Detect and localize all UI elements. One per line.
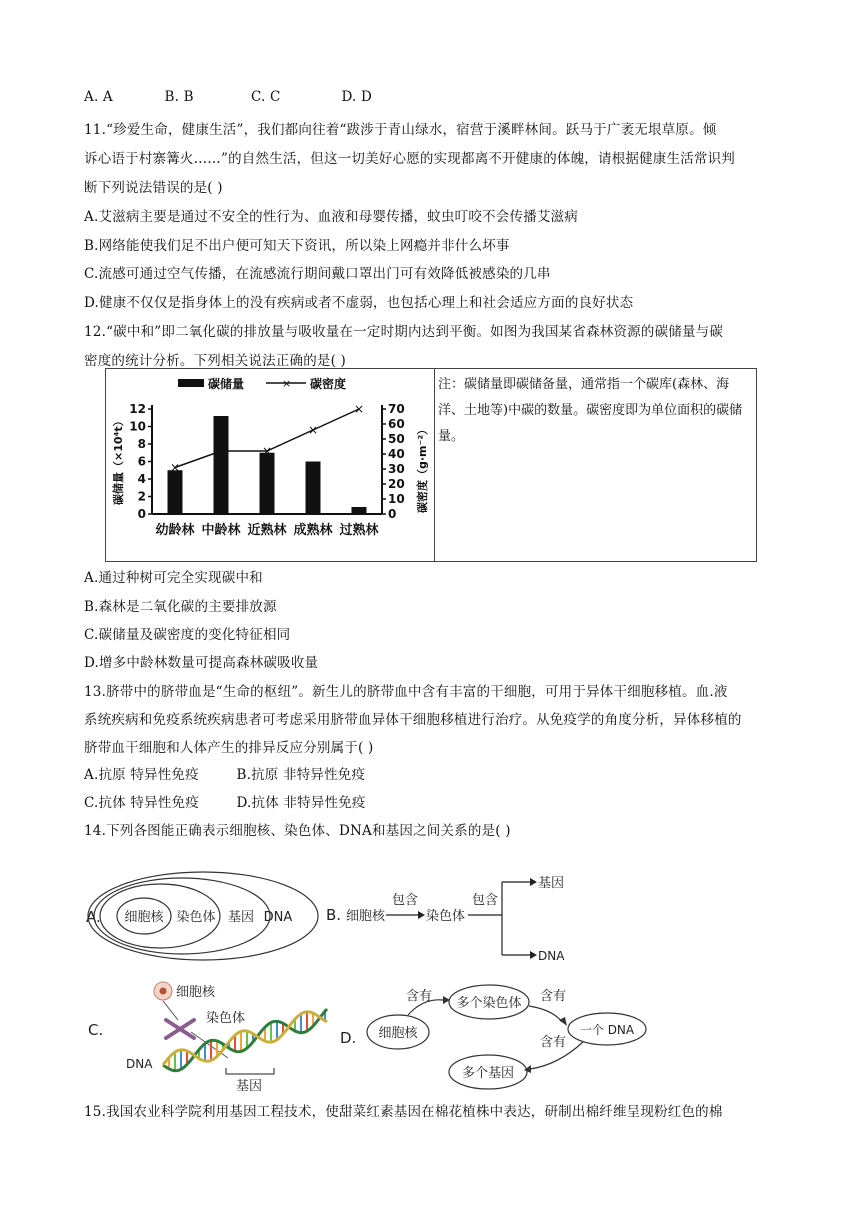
bar-carbon-storage (214, 416, 229, 514)
d-edge-2 (529, 1006, 562, 1022)
label-dna: DNA (263, 910, 293, 925)
q14-option-c-letter: C. (88, 1021, 104, 1039)
q10-options (84, 89, 372, 105)
q11-option-d: D.健康不仅仅是指身体上的没有疾病或者不虚弱，也包括心理上和社会适应方面的良好状态 (84, 295, 634, 311)
y-right-tick-label: 10 (388, 492, 405, 506)
label-gene: 基因 (227, 910, 255, 925)
b-arrow-1-head (418, 911, 425, 919)
d-node-dna-label: 一个 DNA (579, 1023, 635, 1037)
q12-stem-line-2: 密度的统计分析。下列相关说法正确的是( ) (84, 353, 347, 369)
c-nucleus-pointer (163, 1001, 178, 1020)
q13-option-a: A.抗原 特异性免疫 (84, 767, 199, 783)
c-dna-label: DNA (126, 1057, 153, 1071)
q13-stem-line-3: 脐带血干细胞和人体产生的排异反应分别属于( ) (84, 740, 374, 756)
q10-option-d: D. D (341, 89, 373, 105)
x-tick-label: 成熟林 (293, 523, 333, 538)
q13-stem-line-1: 13.脐带中的脐带血是“生命的枢纽”。新生儿的脐带血中含有丰富的干细胞，可用于异体干细胞移植。血.液 (84, 684, 728, 700)
q11-option-b: B.网络能使我们足不出户便可知天下资讯，所以染上网瘾并非什么坏事 (84, 238, 510, 254)
d-node-genes-label: 多个基因 (461, 1066, 515, 1081)
point-carbon-density: × (261, 444, 273, 458)
y-right-tick-label: 30 (388, 462, 405, 476)
label-chromosome: 染色体 (176, 910, 216, 925)
legend-line-label: 碳密度 (310, 377, 347, 391)
q11-stem-line-1: 11.“珍爱生命，健康生活”，我们都向往着“跋涉于青山绿水，宿营于溪畔林间。跃马于广袤无垠草原。倾 (84, 122, 717, 138)
chart-bars (168, 416, 367, 514)
bar-carbon-storage (260, 453, 275, 514)
c-gene-label: 基因 (236, 1079, 263, 1094)
x-tick-label: 近熟林 (247, 523, 287, 538)
y-left-tick-label: 6 (137, 454, 146, 469)
y-left-tick-label: 0 (137, 507, 146, 521)
q12-stem-line-1: 12.“碳中和”即二氧化碳的排放量与吸收量在一定时期内达到平衡。如图为我国某省森林资源的碳储量与碳 (84, 324, 724, 340)
b-arrow-1-label: 包含 (392, 893, 419, 908)
y-left-tick-label: 8 (137, 437, 146, 451)
point-carbon-density: × (307, 423, 319, 437)
q14-stem: 14.下列各图能正确表示细胞核、染色体、DNA和基因之间关系的是( ) (84, 823, 511, 839)
y-axis-left-label: 碳储量（×10⁴t） (112, 415, 125, 505)
q12-option-c: C.碳储量及碳密度的变化特征相同 (84, 627, 291, 643)
y-axis-right-label: 碳密度（g·m⁻²） (416, 423, 429, 513)
q10-option-a: A. A (84, 89, 113, 105)
point-carbon-density: × (353, 402, 365, 416)
chart-x-ticks (155, 522, 379, 538)
q13-option-d: D.抗体 非特异性免疫 (236, 795, 366, 811)
c-chromosome-label: 染色体 (206, 1011, 246, 1026)
q14-option-c-diagram (88, 982, 327, 1094)
d-edge-3-label: 含有 (540, 1035, 567, 1050)
c-gene-bracket (226, 1068, 274, 1074)
chart-legend (178, 376, 346, 391)
x-tick-label: 中龄林 (201, 523, 241, 538)
carbon-chart (106, 369, 434, 559)
q12-option-b: B.森林是二氧化碳的主要排放源 (84, 599, 277, 615)
c-nucleus-label: 细胞核 (176, 985, 216, 1000)
d-node-nucleus-label: 细胞核 (378, 1026, 418, 1041)
chromosome-icon (166, 1020, 194, 1038)
x-tick-label: 幼龄林 (155, 523, 195, 538)
q14-option-d-letter: D. (340, 1029, 357, 1047)
y-right-tick-label: 50 (388, 432, 405, 446)
y-right-tick-label: 70 (388, 402, 405, 416)
q11-stem-line-3: 断下列说法错误的是( ) (84, 180, 223, 196)
legend-bar-label: 碳储量 (208, 377, 245, 391)
q10-option-b: B. B (164, 89, 194, 105)
point-carbon-density: × (169, 460, 181, 475)
b-start-nucleus: 细胞核 (346, 909, 386, 924)
q13-option-b: B.抗原 非特异性免疫 (236, 767, 366, 783)
x-tick-label: 过熟林 (339, 523, 379, 538)
q15-stem: 15.我国农业科学院利用基因工程技术，使甜菜红素基因在棉花植株中表达，研制出棉纤维呈现粉红色的棉 (84, 1104, 723, 1120)
q11-option-a: A.艾滋病主要是通过不安全的性行为、血液和母婴传播，蚊虫叮咬不会传播艾滋病 (84, 209, 578, 225)
label-nucleus: 细胞核 (124, 910, 164, 925)
d-edge-2-label: 含有 (540, 989, 567, 1004)
q14-option-b-diagram (326, 876, 565, 963)
q13-options-row-1 (84, 763, 365, 783)
y-left-tick-label: 12 (129, 402, 146, 416)
q12-option-a: A.通过种树可完全实现碳中和 (84, 570, 263, 586)
q14-option-a-letter: A. (86, 908, 101, 926)
q13-options-row-2 (84, 791, 366, 811)
y-right-tick-label: 40 (388, 447, 405, 461)
q13-stem-line-2: 系统疾病和免疫系统疾病患者可考虑采用脐带血异体干细胞移植进行治疗。从免疫学的角度分析，异体移植的 (84, 712, 742, 728)
b-top-gene: 基因 (538, 876, 565, 891)
q14-option-a-diagram (86, 872, 318, 960)
nucleus-icon-core (160, 988, 167, 995)
bar-carbon-storage (168, 470, 183, 514)
y-right-tick-label: 0 (388, 507, 397, 521)
b-arrow-2-label: 包含 (472, 893, 499, 908)
q11-option-c: C.流感可通过空气传播，在流感流行期间戴口罩出门可有效降低被感染的几串 (84, 266, 551, 282)
q14-diagrams (78, 860, 658, 1095)
q12-option-d: D.增多中龄林数量可提高森林碳吸收量 (84, 655, 319, 671)
q12-note: 注：碳储量即碳储备量，通常指一个碳库(森林、海洋、土地等)中碳的数量。碳密度即为单位面积的碳储量。 (438, 377, 743, 444)
q10-option-c: C. C (251, 89, 281, 105)
b-mid-chromosome: 染色体 (426, 909, 466, 924)
y-left-tick-label: 4 (137, 472, 146, 486)
b-branch-top-head (530, 878, 537, 886)
y-right-tick-label: 20 (388, 477, 405, 491)
point-carbon-density: × (215, 444, 227, 458)
y-right-tick-label: 60 (388, 417, 405, 431)
bar-carbon-storage (306, 462, 321, 515)
b-bottom-dna: DNA (538, 949, 565, 963)
d-edge-2-head (559, 1017, 567, 1026)
d-edge-1-label: 含有 (406, 989, 433, 1004)
q11-stem-line-2: 诉心语于村寨篝火……”的自然生活，但这一切美好心愿的实现都离不开健康的体魄，请根据健康生活常识判 (84, 151, 736, 167)
q12-table-divider (434, 368, 435, 562)
y-left-tick-label: 10 (129, 419, 146, 434)
b-branch-bottom-head (530, 951, 537, 959)
d-node-chromosomes-label: 多个染色体 (456, 996, 522, 1011)
q13-option-c: C.抗体 特异性免疫 (84, 795, 199, 811)
q14-option-b-letter: B. (326, 906, 342, 924)
legend-bar-swatch (178, 379, 204, 387)
legend-line-marker: × (282, 377, 292, 390)
y-left-tick-label: 2 (137, 489, 146, 504)
bar-carbon-storage (352, 507, 367, 514)
q14-option-d-diagram (340, 985, 646, 1089)
